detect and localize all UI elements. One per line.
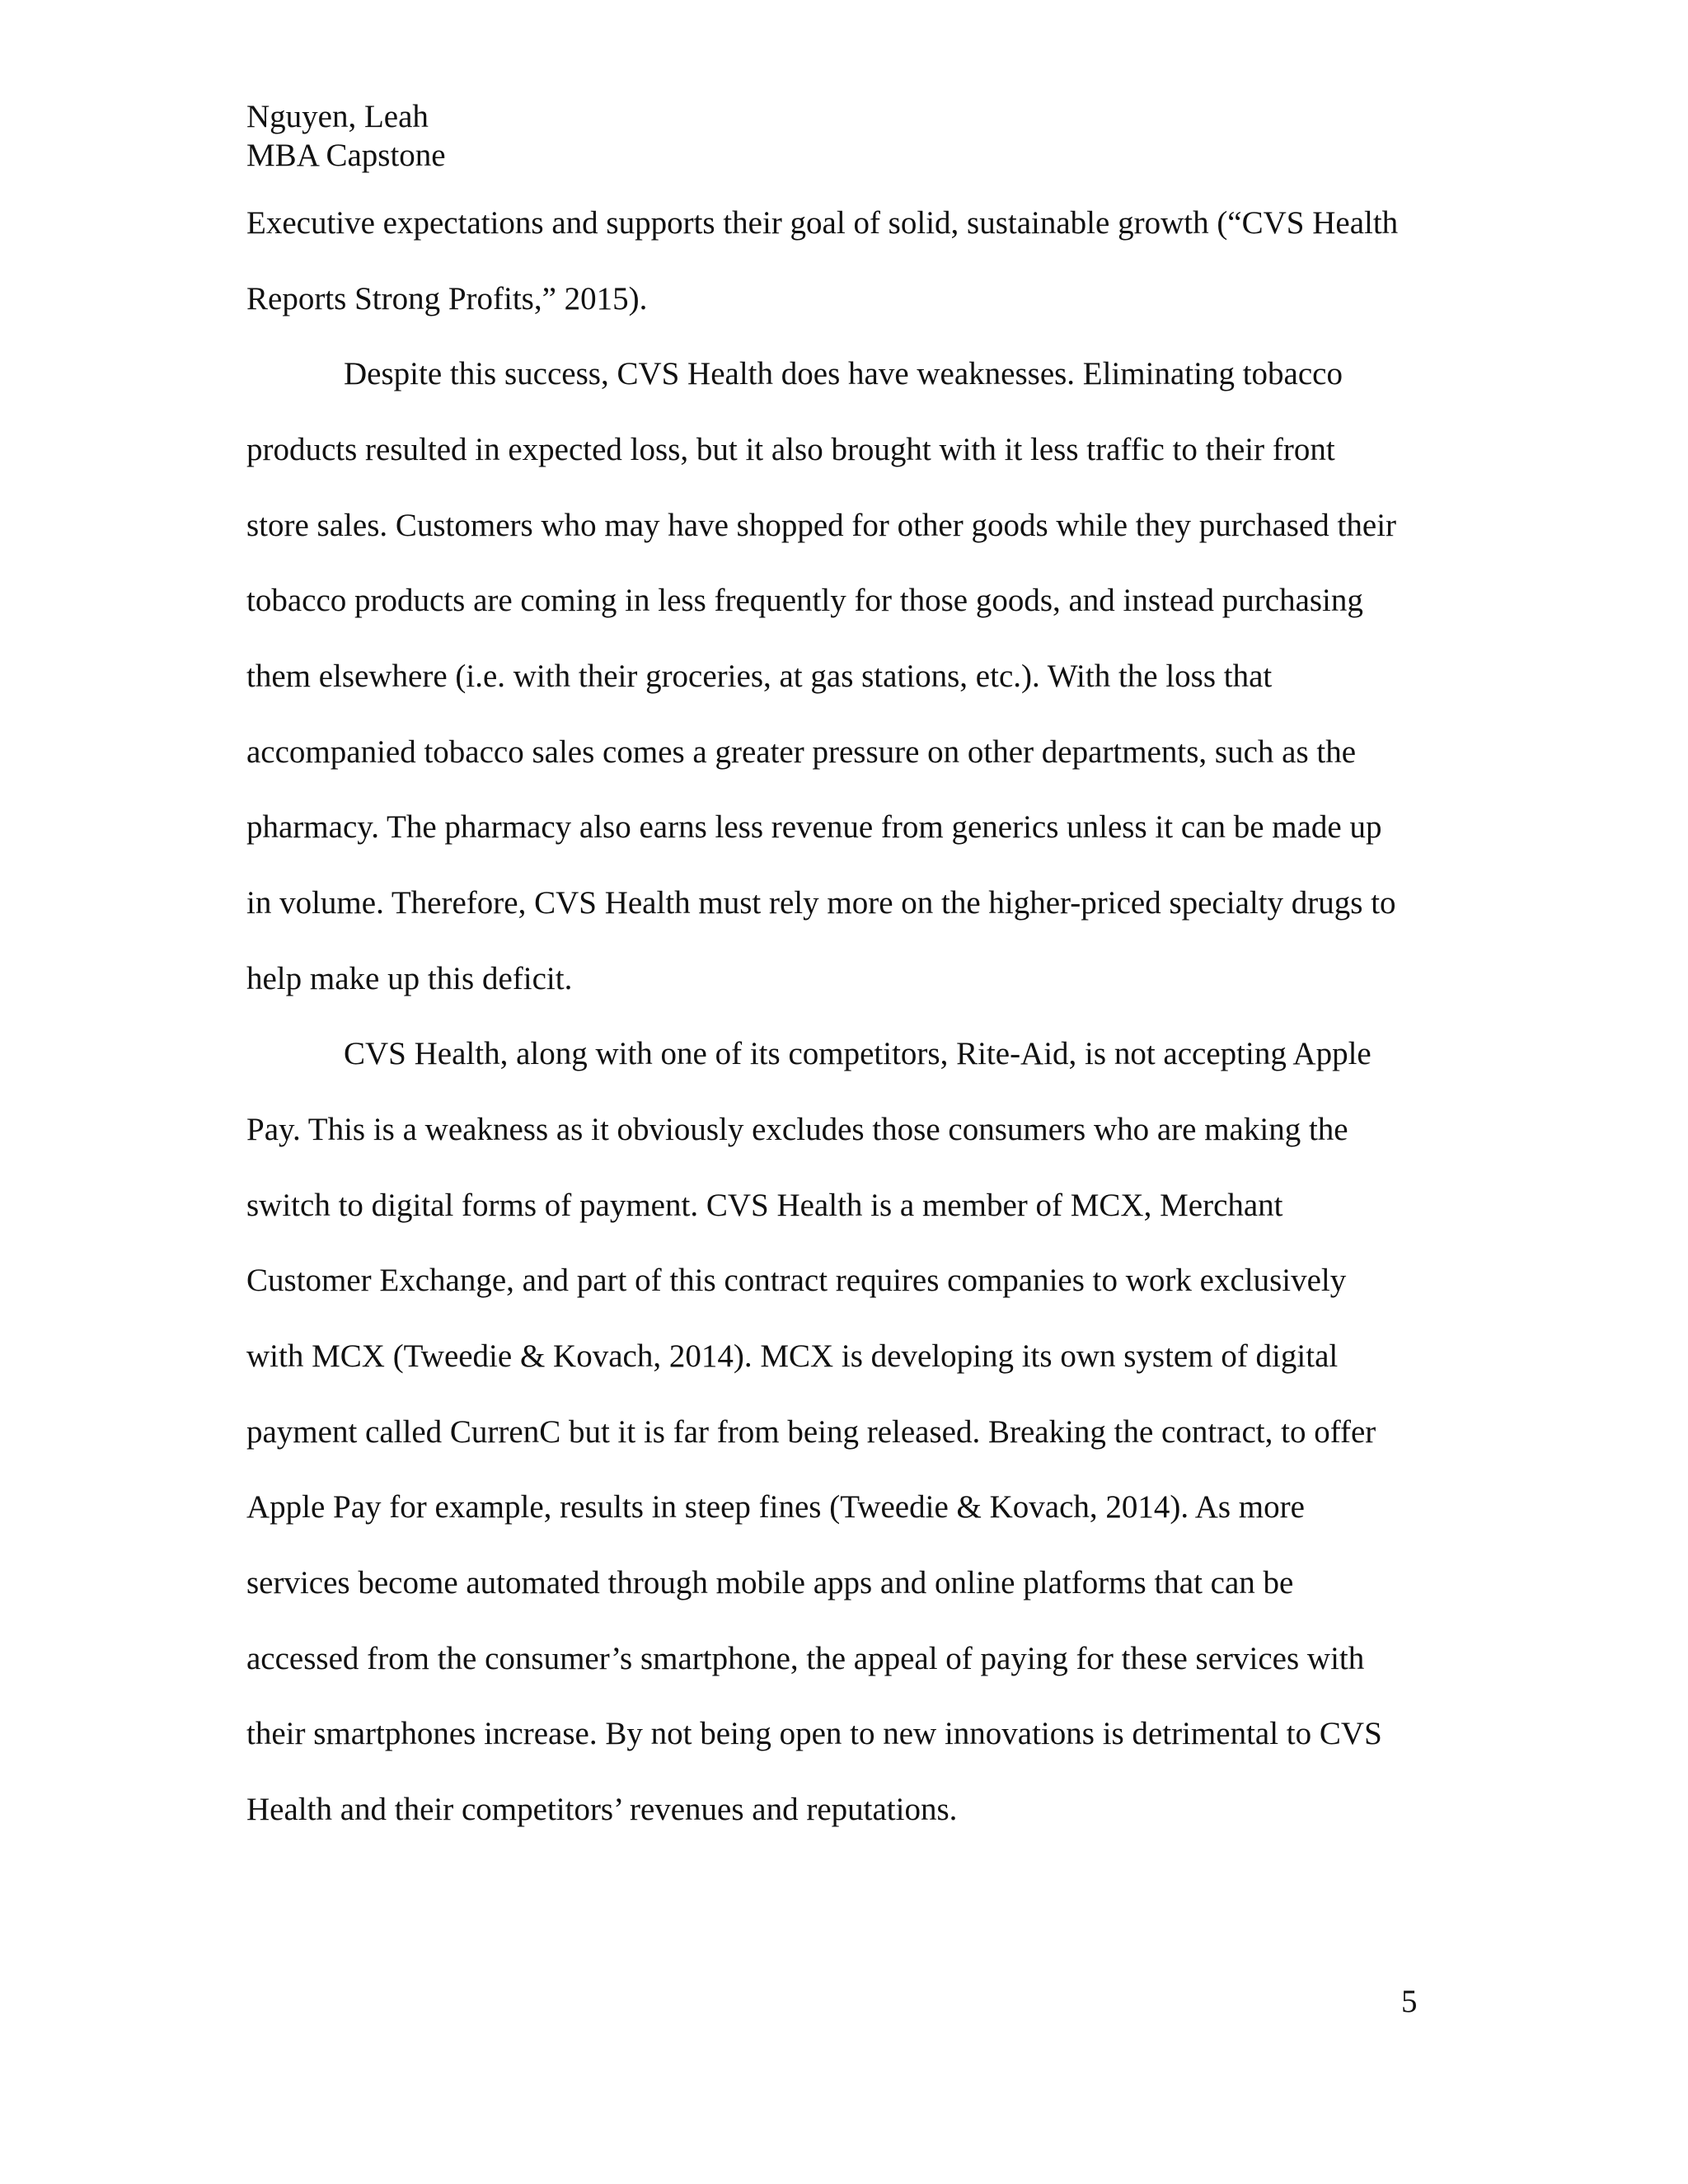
text-line: Reports Strong Profits,” 2015).	[246, 281, 648, 316]
text-line: Customer Exchange, and part of this contract requires companies to work exclusively	[246, 1263, 1347, 1298]
text-line: their smartphones increase. By not being open to new innovations is detrimental to CVS	[246, 1716, 1382, 1751]
text-line: store sales. Customers who may have shopped for other goods while they purchased their	[246, 508, 1397, 543]
text-line: Health and their competitors’ revenues and reputations.	[246, 1792, 958, 1827]
text-line: pharmacy. The pharmacy also earns less revenue from generics unless it can be made up	[246, 809, 1382, 845]
course-title: MBA Capstone	[246, 138, 446, 173]
author-name: Nguyen, Leah	[246, 99, 429, 134]
text-line: services become automated through mobile apps and online platforms that can be	[246, 1565, 1294, 1601]
text-line: help make up this deficit.	[246, 961, 573, 996]
text-line: accessed from the consumer’s smartphone, the appeal of paying for these services with	[246, 1641, 1365, 1676]
text-line: tobacco products are coming in less frequently for those goods, and instead purchasing	[246, 583, 1363, 618]
text-line: them elsewhere (i.e. with their groceries, at gas stations, etc.). With the loss that	[246, 658, 1273, 694]
text-line: Executive expectations and supports their goal of solid, sustainable growth (“CVS Health	[246, 205, 1399, 241]
text-line: Pay. This is a weakness as it obviously excludes those consumers who are making the	[246, 1112, 1348, 1147]
paragraph-start-line: CVS Health, along with one of its competitors, Rite-Aid, is not accepting Apple	[344, 1036, 1372, 1071]
text-line: with MCX (Tweedie & Kovach, 2014). MCX is developing its own system of digital	[246, 1338, 1339, 1374]
text-line: Apple Pay for example, results in steep fines (Tweedie & Kovach, 2014). As more	[246, 1489, 1305, 1525]
text-line: in volume. Therefore, CVS Health must rely more on the higher-priced specialty drugs to	[246, 885, 1396, 921]
text-line: payment called CurrenC but it is far from being released. Breaking the contract, to offer	[246, 1414, 1376, 1450]
text-line: switch to digital forms of payment. CVS Health is a member of MCX, Merchant	[246, 1188, 1283, 1223]
text-line: products resulted in expected loss, but it also brought with it less traffic to their front	[246, 432, 1335, 467]
running-header	[246, 97, 446, 175]
text-line: accompanied tobacco sales comes a greater pressure on other departments, such as the	[246, 734, 1357, 770]
page-number: 5	[1401, 1984, 1418, 2019]
paragraph-start-line: Despite this success, CVS Health does have weaknesses. Eliminating tobacco	[344, 356, 1343, 391]
